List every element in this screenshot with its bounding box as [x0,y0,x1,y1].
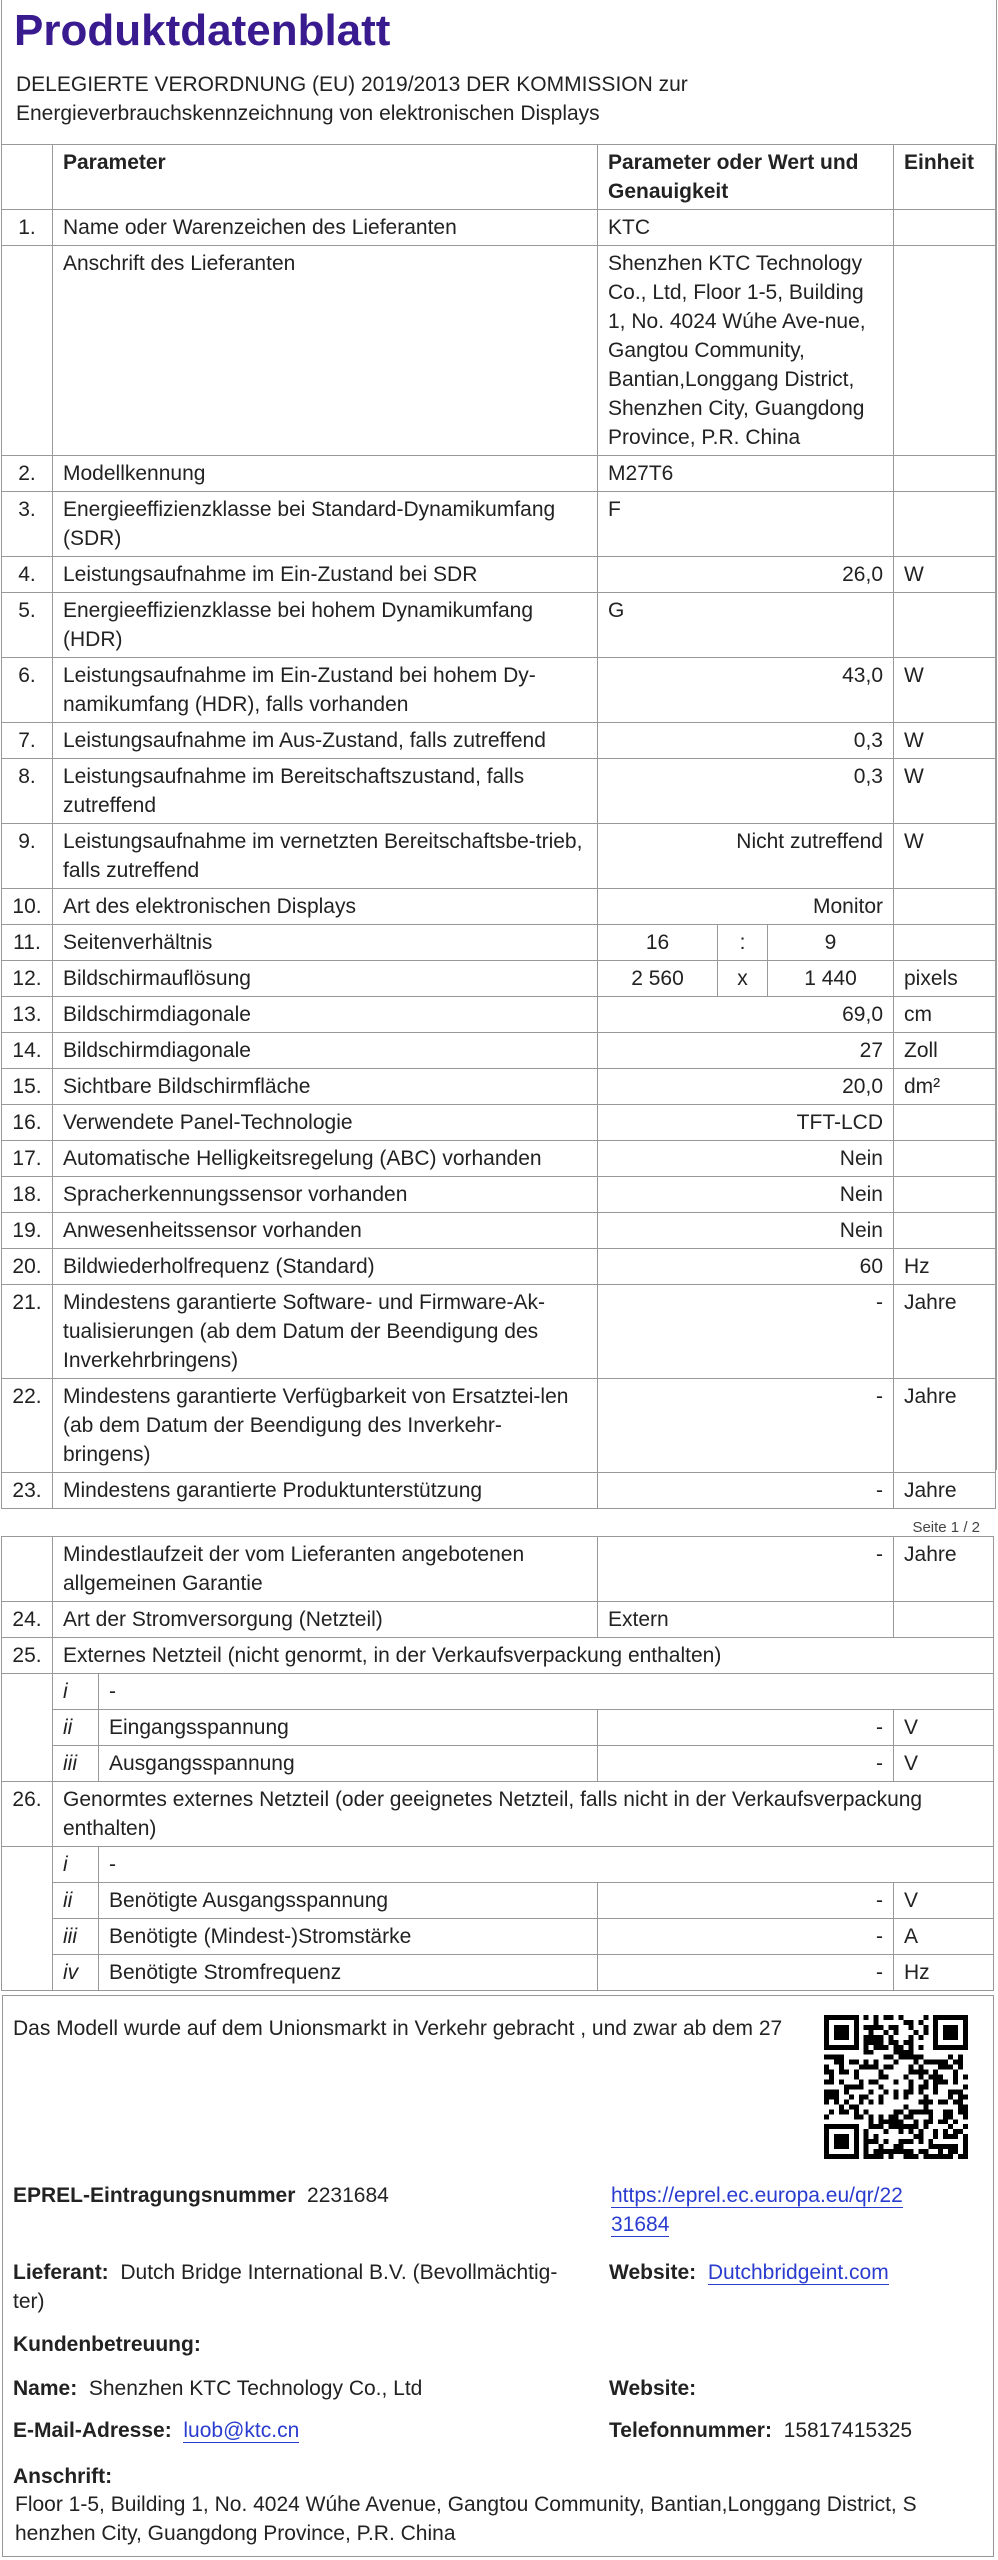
row-value-a: 2 560 [598,961,718,997]
row-value: M27T6 [598,456,894,492]
table-row [2,824,996,889]
table-row [2,492,996,557]
table-row [2,1177,996,1213]
table-row [2,658,996,723]
row-value: 0,3 [598,759,894,824]
row-value-b: 1 440 [768,961,894,997]
row-value-sep: : [718,925,768,961]
row-label: Mindestens garantierte Software- und Firmware-Ak-tualisierungen (ab dem Datum der Beendigung des Inverkehrbringens) [53,1285,598,1379]
row-number: 23. [2,1473,53,1509]
col-header-value: Parameter oder Wert und Genauigkeit [598,145,894,210]
address-line2: henzhen City, Guangdong Province, P.R. China [15,2522,456,2545]
eprel-link-line1[interactable]: https://eprel.ec.europa.eu/qr/22 [611,2184,903,2207]
row-unit: Jahre [894,1379,996,1473]
row-unit [894,492,996,557]
website-row [609,2258,889,2287]
support-heading: Kundenbetreuung: [13,2333,201,2356]
row-label: Bildschirmauflösung [53,961,598,997]
email-label: E-Mail-Adresse: [13,2419,172,2442]
row-number: 3. [2,492,53,557]
row-unit [894,1105,996,1141]
sub-value: - [598,1710,894,1746]
table-row [2,1069,996,1105]
row-label: Mindestens garantierte Verfügbarkeit von Ersatztei-len (ab dem Datum der Beendigung des Inverkehr-bringens) [53,1379,598,1473]
sub-unit: V [894,1746,994,1782]
row-value: 69,0 [598,997,894,1033]
row-label: Leistungsaufnahme im Bereitschaftszustand, falls zutreffend [53,759,598,824]
row-number: 2. [2,456,53,492]
sub-row [2,1746,994,1782]
sub-label: Benötigte Stromfrequenz [99,1955,598,1991]
row-unit: Zoll [894,1033,996,1069]
supplier-row [13,2258,603,2316]
row-label: Externes Netzteil (nicht genormt, in der Verkaufsverpackung enthalten) [53,1638,994,1674]
row-unit: W [894,658,996,723]
row-label: Anwesenheitssensor vorhanden [53,1213,598,1249]
phone-label: Telefonnummer: [609,2419,772,2442]
row-label: Automatische Helligkeitsregelung (ABC) vorhanden [53,1141,598,1177]
row-number: 24. [2,1602,53,1638]
row-value: Monitor [598,889,894,925]
table-row [2,759,996,824]
sub-label: Benötigte Ausgangsspannung [99,1883,598,1919]
sub-index: i [53,1674,99,1710]
page-number: Seite 1 / 2 [912,1519,980,1536]
row-number: 9. [2,824,53,889]
row-label: Energieeffizienzklasse bei hohem Dynamikumfang (HDR) [53,593,598,658]
supplier-label: Lieferant: [13,2261,109,2284]
sub-value: - [598,1955,894,1991]
row-value: 0,3 [598,723,894,759]
row-number: 4. [2,557,53,593]
row-number [2,246,53,456]
row-unit: Jahre [894,1473,996,1509]
address-value [15,2490,985,2548]
warranty-unit: Jahre [894,1537,994,1602]
row-label: Art des elektronischen Displays [53,889,598,925]
market-text: Das Modell wurde auf dem Unionsmarkt in Verkehr gebracht , und zwar ab dem 27 [13,2017,783,2040]
table-row [2,1213,996,1249]
row-label: Modellkennung [53,456,598,492]
row-unit [894,593,996,658]
sub-index: i [53,1847,99,1883]
row-label: Mindestens garantierte Produktunterstützung [53,1473,598,1509]
name-label: Name: [13,2377,78,2400]
sub-index: ii [53,1710,99,1746]
supplier-value-cont: ter) [13,2290,45,2313]
sub-unit: V [894,1883,994,1919]
table-row [2,210,996,246]
row-number: 15. [2,1069,53,1105]
sub-label: - [99,1674,994,1710]
row-label: Spracherkennungssensor vorhanden [53,1177,598,1213]
row-value: 27 [598,1033,894,1069]
row-value-sep: x [718,961,768,997]
row-number: 8. [2,759,53,824]
sub-row [2,1955,994,1991]
name-value: Shenzhen KTC Technology Co., Ltd [88,2377,423,2400]
row-unit: W [894,723,996,759]
col-header-unit: Einheit [894,145,996,210]
eprel-label: EPREL-Eintragungsnummer [13,2184,296,2207]
sub-row [2,1847,994,1883]
row-label: Genormtes externes Netzteil (oder geeignetes Netzteil, falls nicht in der Verkaufsverpackung enthalten) [53,1782,994,1847]
table-row [2,1638,994,1674]
row-number: 14. [2,1033,53,1069]
row-unit: dm² [894,1069,996,1105]
row-unit: Hz [894,1249,996,1285]
page-subtitle [16,70,916,128]
row-value: - [598,1285,894,1379]
row-unit: W [894,824,996,889]
sub-value: - [598,1919,894,1955]
row-number: 22. [2,1379,53,1473]
row-value: - [598,1379,894,1473]
row-value: 26,0 [598,557,894,593]
row-number: 16. [2,1105,53,1141]
row-value: 60 [598,1249,894,1285]
row-unit [894,889,996,925]
row-number: 20. [2,1249,53,1285]
row-number: 26. [2,1782,53,1847]
row-unit: cm [894,997,996,1033]
table-row [2,1141,996,1177]
sub-index: iv [53,1955,99,1991]
row-value: Shenzhen KTC Technology Co., Ltd, Floor 1-5, Building 1, No. 4024 Wúhe Ave-nue, Gangtou Community, Bantian,Longgang District, Shenzhen City, Guangdong Province, P.R. China [598,246,894,456]
sub-value: - [598,1746,894,1782]
address-line1: Floor 1-5, Building 1, No. 4024 Wúhe Avenue, Gangtou Community, Bantian,Longgang District, S [15,2493,917,2516]
sub-row [2,1710,994,1746]
warranty-value: - [598,1537,894,1602]
row-number: 17. [2,1141,53,1177]
table-row [2,1473,996,1509]
row-value-b: 9 [768,925,894,961]
row-label: Sichtbare Bildschirmfläche [53,1069,598,1105]
sub-label: Ausgangsspannung [99,1746,598,1782]
sub-row [2,1674,994,1710]
row-value: Nein [598,1213,894,1249]
row-number: 12. [2,961,53,997]
phone-row [609,2416,912,2445]
row-number: 7. [2,723,53,759]
row-number: 10. [2,889,53,925]
row-label: Name oder Warenzeichen des Lieferanten [53,210,598,246]
row-unit: Jahre [894,1285,996,1379]
table-row [2,1537,994,1602]
parameter-table-body [2,145,996,1509]
warranty-label: Mindestlaufzeit der vom Lieferanten angebotenen allgemeinen Garantie [53,1537,598,1602]
row-label: Leistungsaufnahme im Aus-Zustand, falls zutreffend [53,723,598,759]
row-value: G [598,593,894,658]
row-unit: W [894,759,996,824]
subtitle-line1: DELEGIERTE VERORDNUNG (EU) 2019/2013 DER KOMMISSION zur [16,73,688,96]
name-row [13,2374,422,2403]
row-unit [894,246,996,456]
sub-row [2,1883,994,1919]
sub-unit: A [894,1919,994,1955]
sub-unit: Hz [894,1955,994,1991]
sub-index: ii [53,1883,99,1919]
row-label: Leistungsaufnahme im Ein-Zustand bei SDR [53,557,598,593]
row-unit: pixels [894,961,996,997]
row-number: 25. [2,1638,53,1674]
row-value: Nein [598,1177,894,1213]
table-row [2,723,996,759]
row-number: 18. [2,1177,53,1213]
sub-label: - [99,1847,994,1883]
table-row [2,1602,994,1638]
eprel-link-line2[interactable]: 31684 [611,2213,670,2236]
row-label: Bildwiederholfrequenz (Standard) [53,1249,598,1285]
row-unit [894,1177,996,1213]
row-unit [894,210,996,246]
sub-row [2,1919,994,1955]
table-row [2,593,996,658]
address-label: Anschrift: [13,2465,113,2488]
sub-index: iii [53,1919,99,1955]
email-row [13,2416,299,2445]
qr-code-icon[interactable] [824,2015,968,2159]
row-value: Nicht zutreffend [598,824,894,889]
table-row [2,961,996,997]
row-label: Leistungsaufnahme im vernetzten Bereitschaftsbe-trieb, falls zutreffend [53,824,598,889]
row-value: KTC [598,210,894,246]
eprel-number: 2231684 [307,2184,389,2207]
row-label: Bildschirmdiagonale [53,1033,598,1069]
sub-index: iii [53,1746,99,1782]
row-unit [894,456,996,492]
sub-label: Eingangsspannung [99,1710,598,1746]
table-row [2,557,996,593]
email-link[interactable]: luob@ktc.cn [183,2419,300,2442]
row-label: Verwendete Panel-Technologie [53,1105,598,1141]
table-row [2,889,996,925]
row-number: 5. [2,593,53,658]
table-row [2,1105,996,1141]
row-value: - [598,1473,894,1509]
sub-unit: V [894,1710,994,1746]
row-label: Bildschirmdiagonale [53,997,598,1033]
table-row [2,1249,996,1285]
row-unit: W [894,557,996,593]
row-label: Energieeffizienzklasse bei Standard-Dynamikumfang (SDR) [53,492,598,557]
row-unit [894,925,996,961]
row-value: F [598,492,894,557]
row-value: 43,0 [598,658,894,723]
table-row [2,1782,994,1847]
row-label: Seitenverhältnis [53,925,598,961]
row-number: 6. [2,658,53,723]
row-number: 19. [2,1213,53,1249]
subtitle-line2: Energieverbrauchskennzeichnung von elektronischen Displays [16,102,600,125]
table-row [2,456,996,492]
sub-label: Benötigte (Mindest-)Stromstärke [99,1919,598,1955]
table-row [2,246,996,456]
table-header-row [2,145,996,210]
row-number: 11. [2,925,53,961]
row-number: 21. [2,1285,53,1379]
table-row [2,1033,996,1069]
table-row [2,1379,996,1473]
col-header-parameter: Parameter [53,145,598,210]
supplier-value: Dutch Bridge International B.V. (Bevollmächtig- [120,2261,558,2284]
row-value-a: 16 [598,925,718,961]
row-label: Anschrift des Lieferanten [53,246,598,456]
table-row [2,997,996,1033]
sub-value: - [598,1883,894,1919]
row-unit [894,1213,996,1249]
row-number: 1. [2,210,53,246]
row-label: Art der Stromversorgung (Netzteil) [53,1602,598,1638]
continuation-table [1,1536,994,1991]
page-title: Produktdatenblatt [14,6,391,55]
row-unit [894,1141,996,1177]
row-value: 20,0 [598,1069,894,1105]
table-row [2,1285,996,1379]
parameter-table [1,144,996,1509]
phone-value: 15817415325 [783,2419,913,2442]
row-value: Nein [598,1141,894,1177]
row-value: TFT-LCD [598,1105,894,1141]
row-label: Leistungsaufnahme im Ein-Zustand bei hohem Dy-namikumfang (HDR), falls vorhanden [53,658,598,723]
website2-label: Website: [609,2377,697,2400]
website-label: Website: [609,2261,697,2284]
eprel-row [13,2181,389,2210]
website-link[interactable]: Dutchbridgeint.com [707,2261,889,2284]
row-value: Extern [598,1602,894,1638]
table-row [2,925,996,961]
eprel-link[interactable] [611,2181,981,2239]
row-number: 13. [2,997,53,1033]
